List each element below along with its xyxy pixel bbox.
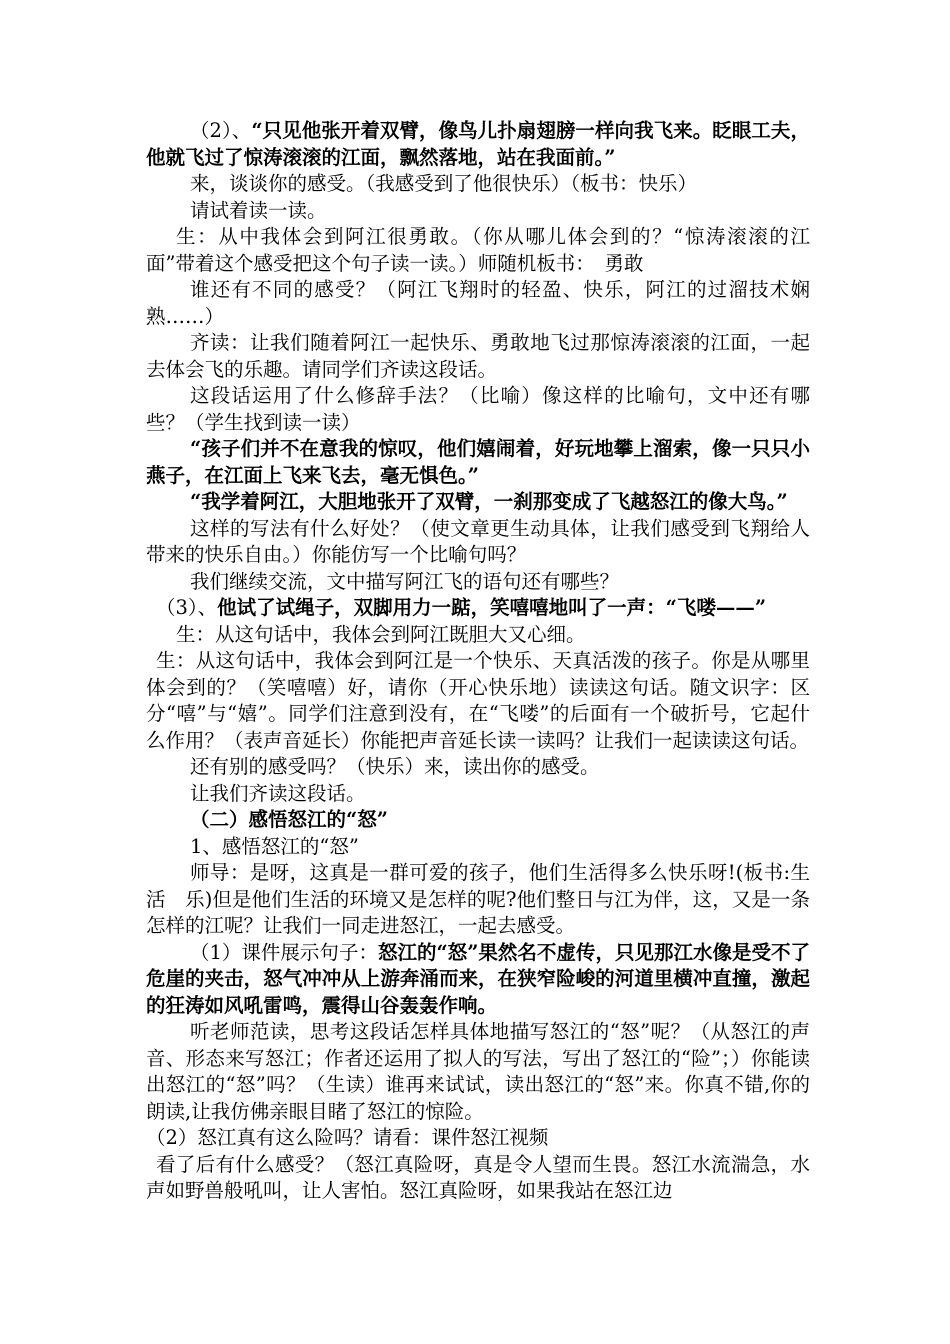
bold-text-segment: （二）感悟怒江的“怒” bbox=[190, 808, 388, 831]
paragraph bbox=[146, 224, 810, 277]
paragraph bbox=[146, 1019, 810, 1125]
bold-text-segment: “孩子们并不在意我的惊叹，他们嬉闹着，好玩地攀上溜索，像一只只小燕子，在江面上飞来飞去，毫无惧色。” bbox=[146, 437, 810, 487]
text-segment: （2）怒江真有这么险吗？请看：课件怒江视频 bbox=[146, 1126, 549, 1149]
text-segment: 这样的写法有什么好处？（使文章更生动具体，让我们感受到飞翔给人带来的快乐自由。）你能仿写一个比喻句吗？ bbox=[146, 516, 810, 566]
bold-text-segment: “我学着阿江，大胆地张开了双臂，一刹那变成了飞越怒江的像大鸟。” bbox=[190, 490, 788, 513]
text-segment: 看了后有什么感受？（怒江真险呀，真是令人望而生畏。怒江水流湍急，水声如野兽般吼叫，让人害怕。怒江真险呀，如果我站在怒江边 bbox=[146, 1152, 810, 1202]
paragraph bbox=[146, 330, 810, 383]
text-segment: 生：从这句话中，我体会到阿江既胆大又心细。 bbox=[176, 622, 586, 646]
document-page bbox=[146, 118, 810, 1205]
bold-text-segment: 他试了试绳子，双脚用力一踮，笑嘻嘻地叫了一声：“飞喽——” bbox=[217, 596, 767, 619]
text-segment: 还有别的感受吗？（快乐）来，读出你的感受。 bbox=[190, 755, 600, 778]
bold-text-segment: 怒江的“怒”果然名不虚传，只见那江水像是受不了危崖的夹击，怒气冲冲从上游奔涌而来，在狭窄险峻的河道里横冲直撞，激起的狂涛如风吼雷鸣，震得山谷轰轰作响。 bbox=[146, 940, 810, 1017]
paragraph bbox=[146, 860, 810, 940]
text-segment: 请试着读一读。 bbox=[190, 198, 327, 222]
paragraph bbox=[146, 1125, 810, 1152]
text-segment: （2）、 bbox=[190, 119, 252, 142]
paragraph bbox=[146, 940, 810, 1020]
paragraph bbox=[146, 383, 810, 436]
paragraph bbox=[146, 807, 810, 834]
text-segment: 这段话运用了什么修辞手法？（比喻）像这样的比喻句，文中还有哪些？（学生找到读一读） bbox=[146, 384, 810, 434]
paragraph bbox=[146, 1152, 810, 1205]
paragraph bbox=[146, 118, 810, 171]
text-segment: 让我们齐读这段话。 bbox=[190, 781, 366, 805]
text-segment: 来，谈谈你的感受。（我感受到了他很快乐）（板书：快乐） bbox=[190, 172, 698, 195]
text-segment: 谁还有不同的感受？（阿江飞翔时的轻盈、快乐，阿江的过溜技术娴熟……） bbox=[146, 278, 810, 328]
text-segment: 我们继续交流，文中描写阿江飞的语句还有哪些？ bbox=[190, 569, 620, 593]
paragraph bbox=[146, 198, 810, 225]
paragraph bbox=[146, 569, 810, 596]
paragraph bbox=[146, 277, 810, 330]
paragraph bbox=[146, 489, 810, 516]
paragraph bbox=[146, 595, 810, 622]
paragraph bbox=[146, 834, 810, 861]
text-segment: （1）课件展示句子： bbox=[190, 940, 378, 964]
text-segment: 1、感悟怒江的“怒” bbox=[190, 834, 359, 858]
bold-text-segment: “只见他张开着双臂，像鸟儿扑扇翅膀一样向我飞来。眨眼工夫，他就飞过了惊涛滚滚的江面，飘然落地，站在我面前。” bbox=[146, 119, 810, 169]
paragraph bbox=[146, 516, 810, 569]
paragraph bbox=[146, 436, 810, 489]
text-segment: 齐读：让我们随着阿江一起快乐、勇敢地飞过那惊涛滚滚的江面，一起去体会飞的乐趣。请同学们齐读这段话。 bbox=[146, 331, 810, 381]
text-segment: 生：从中我体会到阿江很勇敢。（你从哪儿体会到的？“惊涛滚滚的江面”带着这个感受把这个句子读一读。）师随机板书： 勇敢 bbox=[146, 225, 810, 275]
paragraph bbox=[146, 171, 810, 198]
text-segment: （3）、 bbox=[156, 596, 218, 619]
text-segment: 听老师范读，思考这段话怎样具体地描写怒江的“怒”呢？（从怒江的声音、形态来写怒江；作者还运用了拟人的写法，写出了怒江的“险”；）你能读出怒江的“怒”吗？（生读）谁再来试试，读出怒江的“怒”来。你真不错,你的朗读,让我仿佛亲眼目睹了怒江的惊险。 bbox=[146, 1020, 810, 1123]
paragraph bbox=[146, 781, 810, 808]
paragraph bbox=[146, 622, 810, 649]
text-segment: 师导：是呀，这真是一群可爱的孩子，他们生活得多么快乐呀!(板书:生活 乐)但是他们生活的环境又是怎样的呢?他们整日与江为伴，这，又是一条怎样的江呢？让我们一同走进怒江，一起去感受。 bbox=[146, 861, 810, 937]
text-segment: 生：从这句话中，我体会到阿江是一个快乐、天真活泼的孩子。你是从哪里体会到的？（笑嘻嘻）好，请你（开心快乐地）读读这句话。随文识字：区分“嘻”与“嬉”。同学们注意到没有，在“飞喽”的后面有一个破折号，它起什么作用？（表声音延长）你能把声音延长读一读吗？让我们一起读读这句话。 bbox=[146, 649, 810, 752]
paragraph bbox=[146, 754, 810, 781]
paragraph bbox=[146, 648, 810, 754]
